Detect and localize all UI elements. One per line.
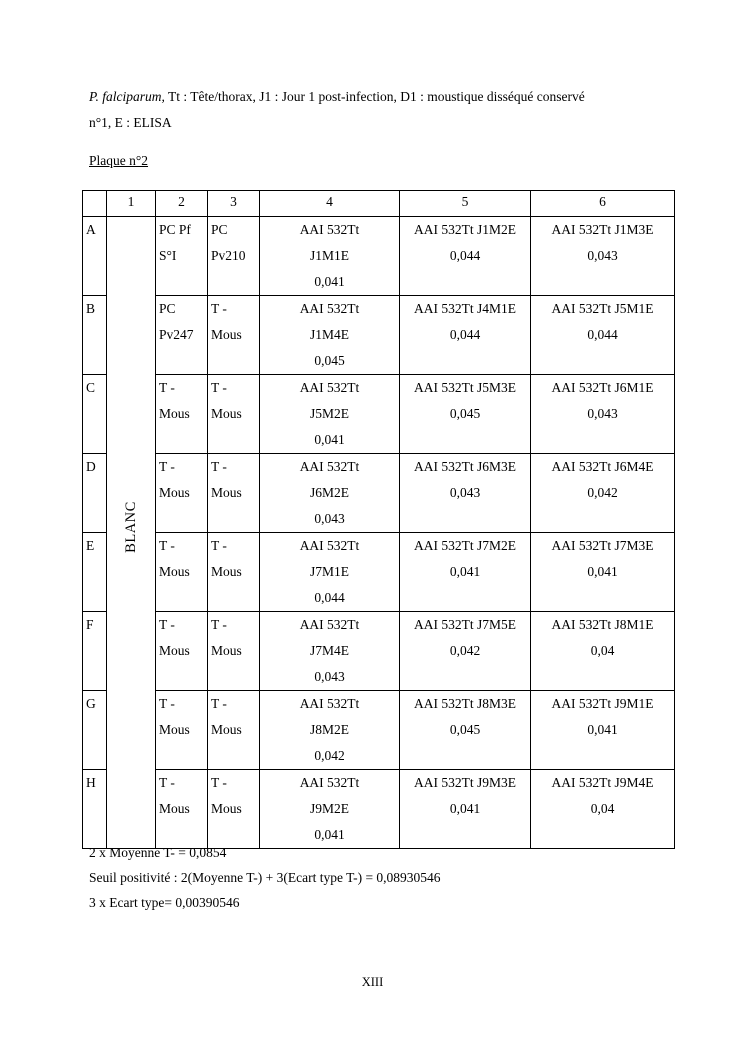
- cell-text-line: AAI 532Tt J7M5E: [414, 617, 516, 632]
- cell-text-line: AAI 532Tt J7M2E: [414, 538, 516, 553]
- table-row: [83, 296, 675, 375]
- cell-text-line: Mous: [211, 564, 242, 579]
- cell-text-line: 0,043: [587, 248, 618, 263]
- row-label: C: [83, 375, 107, 454]
- column-header: 5: [400, 191, 531, 217]
- column-header: 4: [260, 191, 400, 217]
- table-cell: [260, 217, 400, 296]
- cell-text-line: Mous: [211, 406, 242, 421]
- cell-text-line: 0,041: [587, 564, 618, 579]
- column-header: 3: [208, 191, 260, 217]
- table-row: [83, 533, 675, 612]
- cell-text-line: AAI 532Tt J6M1E: [551, 380, 654, 395]
- cell-text-line: 0,044: [449, 248, 481, 263]
- table-cell: [208, 770, 260, 849]
- table-cell: [156, 217, 208, 296]
- table-cell: [400, 770, 531, 849]
- table-cell: [156, 533, 208, 612]
- cell-text-line: 0,044: [314, 590, 345, 605]
- cell-text-line: 0,043: [314, 669, 345, 684]
- row-label: A: [83, 217, 107, 296]
- table-cell: [531, 454, 675, 533]
- cell-text-line: AAI 532Tt J9M3E: [414, 775, 516, 790]
- cell-text-line: 0,045: [314, 353, 345, 368]
- cell-text-line: PC: [211, 222, 228, 237]
- species-name: P. falciparum,: [89, 89, 165, 104]
- cell-text-line: 0,041: [449, 564, 481, 579]
- cell-text-line: J1M1E: [309, 248, 349, 263]
- blank-label: BLANC: [123, 501, 139, 553]
- cell-text-line: PC Pf: [159, 222, 191, 237]
- cell-text-line: J6M2E: [309, 485, 349, 500]
- table-row: [83, 454, 675, 533]
- cell-text-line: T -: [159, 775, 175, 790]
- table-cell: [400, 691, 531, 770]
- table-cell: [260, 375, 400, 454]
- cell-text-line: S°I: [159, 248, 177, 263]
- table-cell: [400, 217, 531, 296]
- cell-text-line: 0,042: [314, 748, 345, 763]
- table-row: [83, 770, 675, 849]
- cell-text-line: T -: [211, 775, 227, 790]
- cell-text-line: AAI 532Tt J8M3E: [414, 696, 516, 711]
- table-cell: [208, 375, 260, 454]
- table-cell: [531, 533, 675, 612]
- cell-text-line: J1M4E: [309, 327, 349, 342]
- header-row: [83, 191, 675, 217]
- note-std-dev: 3 x Ecart type= 0,00390546: [89, 895, 240, 910]
- table-row: [83, 375, 675, 454]
- cell-text-line: AAI 532Tt J8M1E: [551, 617, 654, 632]
- cell-text-line: Mous: [159, 801, 190, 816]
- table-cell: [531, 375, 675, 454]
- cell-text-line: 0,042: [587, 485, 618, 500]
- table-cell: [156, 375, 208, 454]
- row-label: B: [83, 296, 107, 375]
- intro-line-2: n°1, E : ELISA: [89, 115, 172, 130]
- cell-text-line: AAI 532Tt: [299, 696, 360, 711]
- cell-text-line: T -: [211, 617, 227, 632]
- table-cell: [260, 691, 400, 770]
- cell-text-line: 0,044: [449, 327, 481, 342]
- cell-text-line: 0,041: [587, 722, 618, 737]
- cell-text-line: T -: [211, 459, 227, 474]
- cell-text-line: AAI 532Tt J5M3E: [414, 380, 516, 395]
- table-cell: [208, 533, 260, 612]
- table-cell: [400, 296, 531, 375]
- cell-text-line: AAI 532Tt J1M3E: [551, 222, 654, 237]
- table-cell: [260, 533, 400, 612]
- table-cell: [156, 691, 208, 770]
- cell-text-line: Mous: [211, 643, 242, 658]
- note-double-mean: 2 x Moyenne T- = 0,0854: [89, 845, 227, 860]
- table-row: [83, 691, 675, 770]
- cell-text-line: AAI 532Tt: [299, 301, 360, 316]
- table-cell: [260, 612, 400, 691]
- cell-text-line: AAI 532Tt: [299, 775, 360, 790]
- table-cell: [208, 296, 260, 375]
- cell-text-line: AAI 532Tt J5M1E: [551, 301, 654, 316]
- intro-line-1-rest: Tt : Tête/thorax, J1 : Jour 1 post-infection, D1 : moustique disséqué conservé: [164, 89, 585, 104]
- cell-text-line: J7M4E: [309, 643, 349, 658]
- cell-text-line: AAI 532Tt J6M3E: [414, 459, 516, 474]
- corner-cell: [83, 191, 107, 217]
- table-cell: [260, 454, 400, 533]
- cell-text-line: 0,041: [314, 827, 345, 842]
- cell-text-line: T -: [159, 696, 175, 711]
- intro-line-1: [89, 89, 585, 105]
- cell-text-line: Pv247: [159, 327, 194, 342]
- table-cell: [400, 375, 531, 454]
- table-cell: [531, 612, 675, 691]
- cell-text-line: Mous: [211, 801, 242, 816]
- cell-text-line: T -: [211, 538, 227, 553]
- cell-text-line: Mous: [159, 564, 190, 579]
- cell-text-line: T -: [211, 301, 227, 316]
- table-cell: [400, 454, 531, 533]
- cell-text-line: AAI 532Tt: [299, 617, 360, 632]
- cell-text-line: AAI 532Tt J1M2E: [414, 222, 516, 237]
- cell-text-line: Mous: [211, 722, 242, 737]
- cell-text-line: 0,041: [449, 801, 481, 816]
- cell-text-line: Mous: [159, 485, 190, 500]
- column-header: 2: [156, 191, 208, 217]
- table-cell: [260, 770, 400, 849]
- table-cell: [531, 691, 675, 770]
- cell-text-line: 0,04: [590, 801, 615, 816]
- cell-text-line: AAI 532Tt: [299, 222, 360, 237]
- row-label: E: [83, 533, 107, 612]
- table-cell: [400, 612, 531, 691]
- cell-text-line: J9M2E: [309, 801, 349, 816]
- table-cell: [531, 217, 675, 296]
- column-header: 6: [531, 191, 675, 217]
- cell-text-line: 0,043: [314, 511, 345, 526]
- table-row: [83, 217, 675, 296]
- cell-text-line: AAI 532Tt: [299, 380, 360, 395]
- table-cell: [400, 533, 531, 612]
- table-cell: [260, 296, 400, 375]
- cell-text-line: AAI 532Tt: [299, 538, 360, 553]
- cell-text-line: J8M2E: [309, 722, 349, 737]
- cell-text-line: 0,045: [449, 722, 481, 737]
- table-cell: [531, 296, 675, 375]
- cell-text-line: 0,043: [449, 485, 481, 500]
- cell-text-line: AAI 532Tt J6M4E: [551, 459, 654, 474]
- table-cell: [208, 691, 260, 770]
- cell-text-line: 0,042: [449, 643, 481, 658]
- cell-text-line: 0,043: [587, 406, 618, 421]
- cell-text-line: AAI 532Tt J7M3E: [551, 538, 654, 553]
- cell-text-line: AAI 532Tt J9M1E: [551, 696, 654, 711]
- table-cell: [156, 612, 208, 691]
- row-label: G: [83, 691, 107, 770]
- table-row: [83, 612, 675, 691]
- table-cell: [208, 612, 260, 691]
- table-cell: [531, 770, 675, 849]
- cell-text-line: T -: [159, 459, 175, 474]
- cell-text-line: T -: [159, 538, 175, 553]
- cell-text-line: AAI 532Tt: [299, 459, 360, 474]
- table-cell: [208, 217, 260, 296]
- cell-text-line: AAI 532Tt J4M1E: [414, 301, 516, 316]
- table-cell: [156, 454, 208, 533]
- cell-text-line: J7M1E: [309, 564, 349, 579]
- table-cell: [156, 770, 208, 849]
- cell-text-line: T -: [159, 617, 175, 632]
- row-label: H: [83, 770, 107, 849]
- cell-text-line: T -: [211, 696, 227, 711]
- blank-column-cell: [107, 217, 156, 849]
- cell-text-line: J5M2E: [309, 406, 349, 421]
- table-cell: [156, 296, 208, 375]
- cell-text-line: 0,04: [590, 643, 615, 658]
- cell-text-line: 0,045: [449, 406, 481, 421]
- row-label: F: [83, 612, 107, 691]
- cell-text-line: T -: [211, 380, 227, 395]
- cell-text-line: T -: [159, 380, 175, 395]
- elisa-plate-table: [82, 190, 675, 849]
- column-header: 1: [107, 191, 156, 217]
- page-number: XIII: [361, 975, 384, 989]
- cell-text-line: Mous: [211, 327, 242, 342]
- cell-text-line: PC: [159, 301, 176, 316]
- cell-text-line: Mous: [211, 485, 242, 500]
- cell-text-line: 0,041: [314, 432, 345, 447]
- cell-text-line: Mous: [159, 722, 190, 737]
- cell-text-line: Mous: [159, 643, 190, 658]
- row-label: D: [83, 454, 107, 533]
- cell-text-line: Mous: [159, 406, 190, 421]
- cell-text-line: Pv210: [211, 248, 246, 263]
- cell-text-line: 0,044: [587, 327, 618, 342]
- note-positivity-threshold: Seuil positivité : 2(Moyenne T-) + 3(Ecart type T-) = 0,08930546: [89, 870, 441, 885]
- cell-text-line: AAI 532Tt J9M4E: [551, 775, 654, 790]
- cell-text-line: 0,041: [314, 274, 345, 289]
- table-cell: [208, 454, 260, 533]
- plate-title: Plaque n°2: [89, 153, 149, 168]
